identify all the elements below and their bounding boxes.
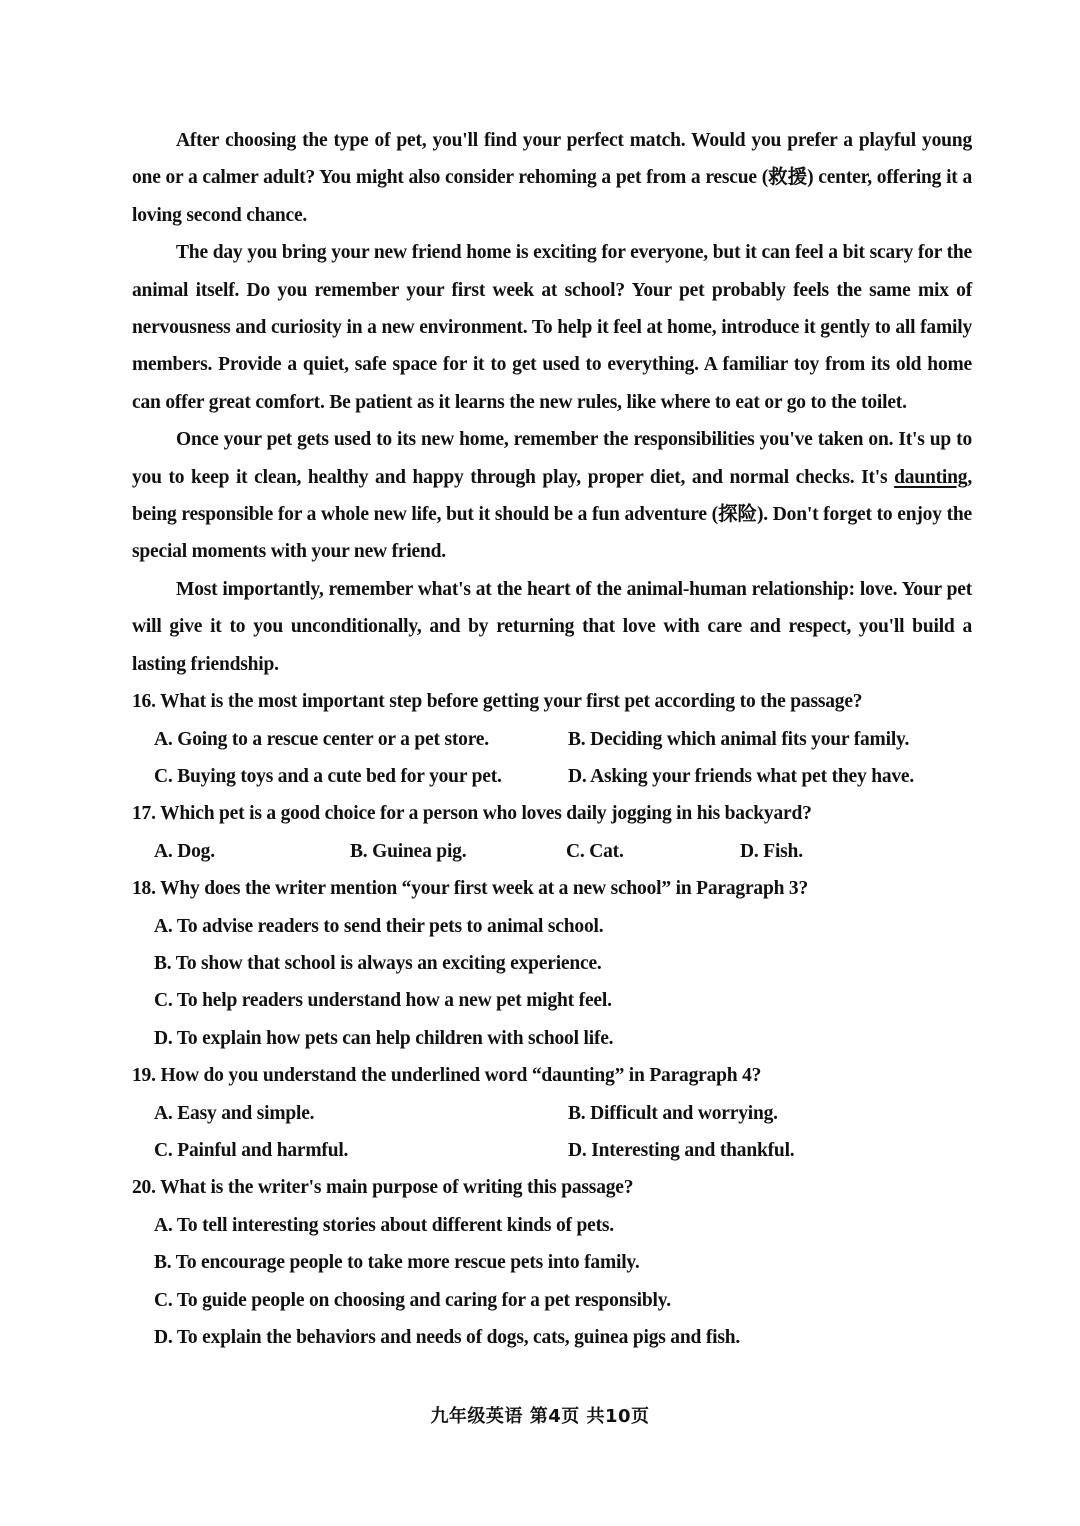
question-17-option-c: C. Cat. <box>566 840 624 862</box>
question-16-option-d: D. Asking your friends what pet they have. <box>568 765 915 787</box>
underlined-word-daunting: daunting <box>894 466 968 488</box>
question-17-option-a: A. Dog. <box>154 840 215 862</box>
question-20-option-b: B. To encourage people to take more rescue pets into family. <box>154 1252 640 1274</box>
question-19-options-row-1 <box>132 1095 972 1132</box>
passage-paragraph-2: The day you bring your new friend home is exciting for everyone, but it can feel a bit scary for the animal itself. Do you remember your first week at school? Your pet probably feels the same mix of nervousness and curiosity in a new environment. To help it feel at home, introduce it gently to all family members. Provide a quiet, safe space for it to get used to everything. A familiar toy from its old home can offer great comfort. Be patient as it learns the new rules, like where to eat or go to the toilet. <box>132 242 972 413</box>
question-16-options-row-2 <box>132 758 972 795</box>
question-20-option-c: C. To guide people on choosing and caring for a pet responsibly. <box>154 1289 671 1311</box>
question-20-stem: 20. What is the writer's main purpose of writing this passage? <box>132 1177 634 1199</box>
question-17-option-b: B. Guinea pig. <box>350 840 467 862</box>
page-footer: 九年级英语 第4页 共10页 <box>430 1406 650 1427</box>
exam-page-content <box>132 122 972 1356</box>
question-19-stem: 19. How do you understand the underlined word “daunting” in Paragraph 4? <box>132 1065 762 1087</box>
paragraph-3-text-start: Once your pet gets used to its new home, remember the responsibilities you've taken on. It's up to you to keep it clean, healthy and happy through play, proper diet, and normal checks. It's <box>132 429 972 488</box>
question-16-option-b: B. Deciding which animal fits your family. <box>568 728 910 750</box>
question-20-option-d: D. To explain the behaviors and needs of dogs, cats, guinea pigs and fish. <box>154 1327 741 1348</box>
question-16-option-a: A. Going to a rescue center or a pet store. <box>154 728 489 750</box>
question-17-option-d: D. Fish. <box>740 840 803 862</box>
question-19-options-row-2 <box>132 1132 972 1169</box>
question-16-options-row-1 <box>132 721 972 758</box>
question-18-option-d: D. To explain how pets can help children with school life. <box>154 1027 614 1049</box>
question-16-stem: 16. What is the most important step before getting your first pet according to the passage? <box>132 691 863 713</box>
question-20-option-a: A. To tell interesting stories about different kinds of pets. <box>154 1214 614 1236</box>
question-16-option-c: C. Buying toys and a cute bed for your pet. <box>154 765 502 787</box>
question-18-stem: 18. Why does the writer mention “your first week at a new school” in Paragraph 3? <box>132 878 809 900</box>
question-18-option-a: A. To advise readers to send their pets to animal school. <box>154 915 604 937</box>
question-19-option-d: D. Interesting and thankful. <box>568 1139 795 1161</box>
question-17-options-row <box>132 833 972 870</box>
passage-paragraph-4: Most importantly, remember what's at the heart of the animal-human relationship: love. Your pet will give it to you unconditionally, and by returning that love with care and respect, you'll build a lasting friendship. <box>132 578 972 675</box>
question-18-option-c: C. To help readers understand how a new pet might feel. <box>154 990 612 1012</box>
paragraph-3-text-end: , being responsible for a whole new life, but it should be a fun adventure (探险). Don't forget to enjoy the special moments with your new friend. <box>132 466 972 563</box>
question-19-option-c: C. Painful and harmful. <box>154 1139 349 1161</box>
question-18-option-b: B. To show that school is always an exciting experience. <box>154 952 602 974</box>
passage-paragraph-1: After choosing the type of pet, you'll find your perfect match. Would you prefer a playful young one or a calmer adult? You might also consider rehoming a pet from a rescue (救援) center, offering it a loving second chance. <box>132 130 972 226</box>
passage-paragraph-3 <box>132 421 972 571</box>
question-19-option-b: B. Difficult and worrying. <box>568 1102 778 1124</box>
question-17-stem: 17. Which pet is a good choice for a person who loves daily jogging in his backyard? <box>132 803 812 825</box>
question-19-option-a: A. Easy and simple. <box>154 1102 315 1124</box>
